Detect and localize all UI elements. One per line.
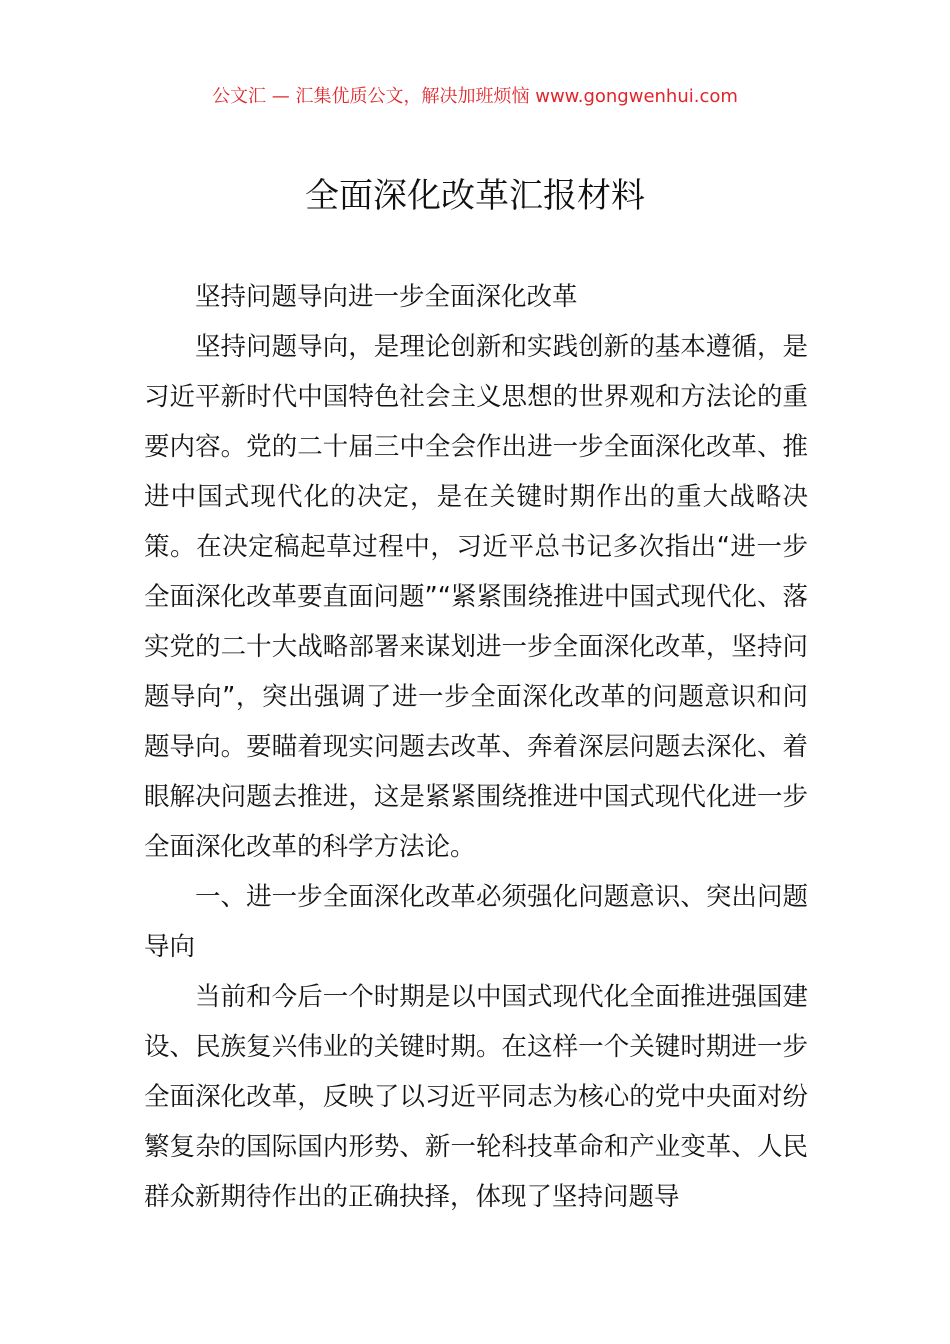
body-paragraph: 当前和今后一个时期是以中国式现代化全面推进强国建设、民族复兴伟业的关键时期。在这样一个关键时期进一步全面深化改革，反映了以习近平同志为核心的党中央面对纷繁复杂的国际国内形势、新一轮科技革命和产业变革、人民群众新期待作出的正确抉择，体现了坚持问题导: [144, 982, 808, 1212]
document-title: 全面深化改革汇报材料: [305, 176, 645, 216]
body-paragraph: 坚持问题导向，是理论创新和实践创新的基本遵循，是习近平新时代中国特色社会主义思想的世界观和方法论的重要内容。党的二十届三中全会作出进一步全面深化改革、推进中国式现代化的决定，是在关键时期作出的重大战略决策。在决定稿起草过程中，习近平总书记多次指出“进一步全面深化改革要直面问题”“紧紧围绕推进中国式现代化、落实党的二十大战略部署来谋划进一步全面深化改革，坚持问题导向”，突出强调了进一步全面深化改革的问题意识和问题导向。要瞄着现实问题去改革、奔着深层问题去深化、着眼解决问题去推进，这是紧紧围绕推进中国式现代化进一步全面深化改革的科学方法论。: [144, 332, 808, 862]
section-heading: 一、进一步全面深化改革必须强化问题意识、突出问题导向: [144, 882, 808, 962]
subtitle-paragraph: 坚持问题导向进一步全面深化改革: [195, 282, 578, 312]
document-body: [144, 272, 808, 1222]
watermark-header: 公文汇 — 汇集优质公文，解决加班烦恼 www.gongwenhui.com: [212, 86, 738, 107]
